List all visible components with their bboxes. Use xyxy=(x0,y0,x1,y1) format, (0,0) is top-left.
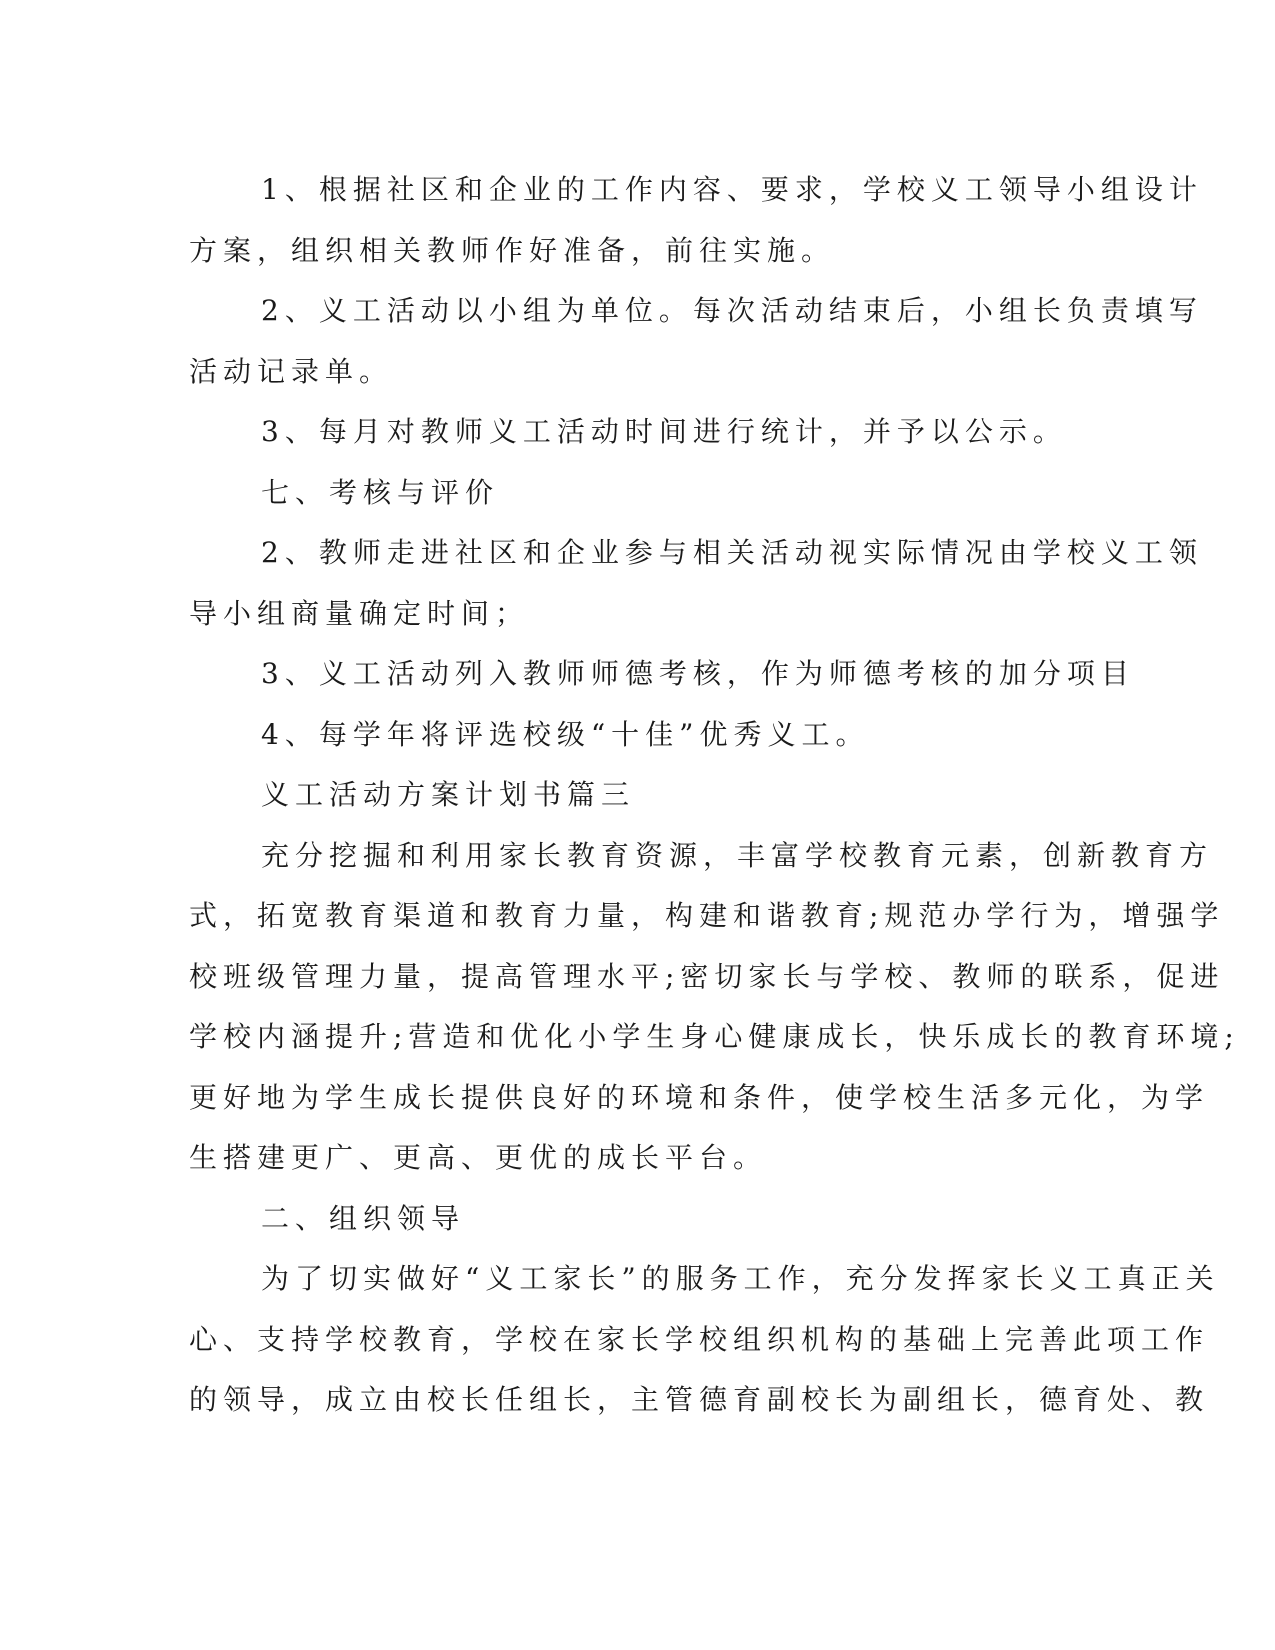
text-line: 3、每月对教师义工活动时间进行统计，并予以公示。 xyxy=(261,415,1067,448)
text-line: 的领导，成立由校长任组长，主管德育副校长为副组长，德育处、教 xyxy=(189,1383,1210,1416)
text-line: 充分挖掘和利用家长教育资源，丰富学校教育元素，创新教育方 xyxy=(261,838,1214,872)
text-line: 为了切实做好“义工家长”的服务工作，充分发挥家长义工真正关 xyxy=(261,1262,1220,1295)
document-body xyxy=(189,160,1240,1431)
section-heading: 二、组织领导 xyxy=(261,1201,466,1235)
text-line: 3、义工活动列入教师师德考核，作为师德考核的加分项目 xyxy=(261,657,1135,690)
text-line: 心、支持学校教育，学校在家长学校组织机构的基础上完善此项工作 xyxy=(189,1322,1210,1356)
text-line: 2、义工活动以小组为单位。每次活动结束后，小组长负责填写 xyxy=(261,294,1203,327)
text-line: 式，拓宽教育渠道和教育力量，构建和谐教育;规范办学行为，增强学 xyxy=(189,899,1225,932)
text-line: 导小组商量确定时间； xyxy=(189,596,530,630)
text-line: 4、每学年将评选校级“十佳”优秀义工。 xyxy=(261,717,870,751)
text-line: 生搭建更广、更高、更优的成长平台。 xyxy=(189,1141,768,1174)
text-line: 1、根据社区和企业的工作内容、要求，学校义工领导小组设计 xyxy=(261,173,1203,206)
text-line: 2、教师走进社区和企业参与相关活动视实际情况由学校义工领 xyxy=(261,536,1203,569)
section-heading: 义工活动方案计划书篇三 xyxy=(261,778,636,811)
text-line: 学校内涵提升;营造和优化小学生身心健康成长，快乐成长的教育环境; xyxy=(189,1020,1240,1053)
text-line: 更好地为学生成长提供良好的环境和条件，使学校生活多元化，为学 xyxy=(189,1080,1210,1114)
text-line: 校班级管理力量，提高管理水平;密切家长与学校、教师的联系，促进 xyxy=(189,959,1225,993)
section-heading: 七、考核与评价 xyxy=(261,475,500,509)
text-line: 活动记录单。 xyxy=(189,354,394,388)
text-line: 方案，组织相关教师作好准备，前往实施。 xyxy=(189,233,836,267)
